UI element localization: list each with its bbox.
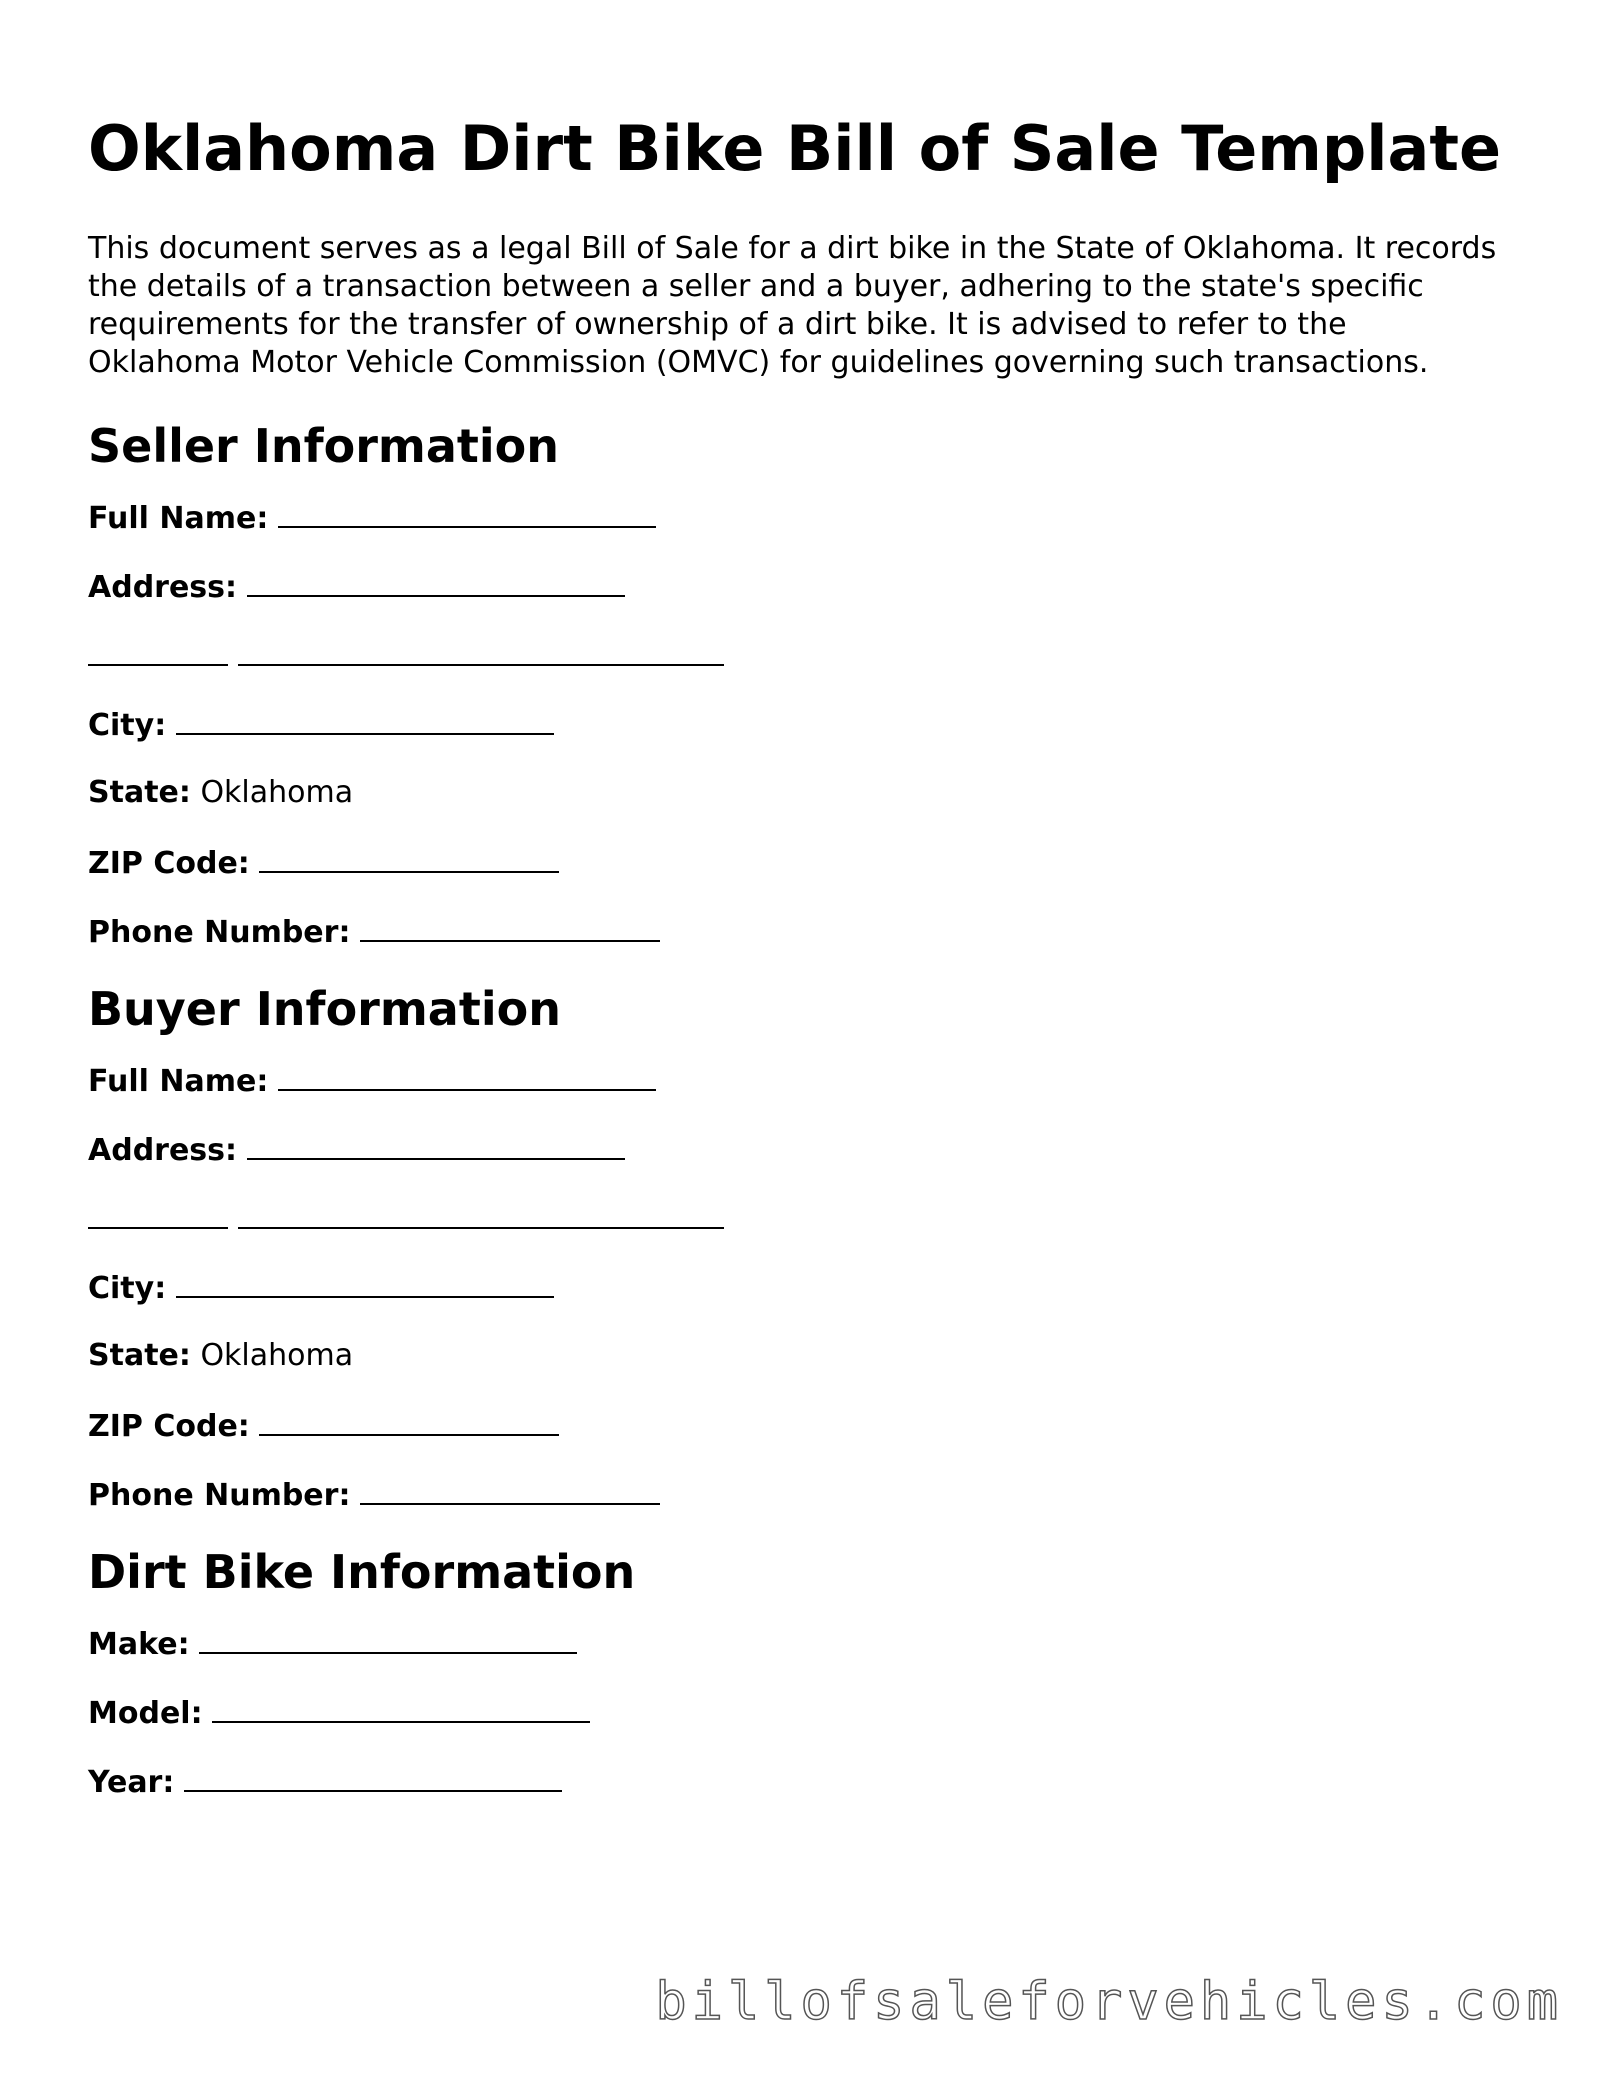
seller-address-line2-blank-a[interactable] <box>88 636 228 666</box>
intro-paragraph: This document serves as a legal Bill of Sale for a dirt bike in the State of Oklahoma. It records the details of a transaction between a seller and a buyer, adhering to the state's specific requirements for the transfer of ownership of a dirt bike. It is advised to refer to the Oklahoma Motor Vehicle Commission (OMVC) for guidelines governing such transactions. <box>88 231 1497 380</box>
buyer-phone-blank[interactable] <box>360 1475 660 1505</box>
seller-city-label: City: <box>88 708 167 743</box>
buyer-phone-label: Phone Number: <box>88 1478 351 1513</box>
buyer-full-name-label: Full Name: <box>88 1064 269 1099</box>
buyer-full-name-field <box>88 1061 1528 1099</box>
buyer-full-name-blank[interactable] <box>278 1061 656 1091</box>
seller-address-line2-field <box>88 636 1528 674</box>
seller-zip-blank[interactable] <box>259 843 559 873</box>
buyer-address-line2-blank-b[interactable] <box>238 1199 724 1229</box>
seller-zip-label: ZIP Code: <box>88 846 250 881</box>
seller-city-field <box>88 705 1528 743</box>
bike-model-label: Model: <box>88 1696 203 1731</box>
bike-make-blank[interactable] <box>199 1624 577 1654</box>
seller-zip-field <box>88 843 1528 881</box>
buyer-state-label: State: <box>88 1338 191 1373</box>
watermark: billofsaleforvehicles.com <box>655 1972 1563 2032</box>
document-page <box>88 112 1528 1831</box>
bike-make-label: Make: <box>88 1627 190 1662</box>
buyer-section <box>88 981 1528 1513</box>
bike-make-field <box>88 1624 1528 1662</box>
buyer-address-line2-blank-a[interactable] <box>88 1199 228 1229</box>
seller-phone-blank[interactable] <box>360 912 660 942</box>
bike-model-blank[interactable] <box>212 1693 590 1723</box>
buyer-city-blank[interactable] <box>176 1268 554 1298</box>
seller-phone-label: Phone Number: <box>88 915 351 950</box>
seller-address-blank[interactable] <box>247 567 625 597</box>
seller-heading: Seller Information <box>88 419 560 473</box>
seller-city-blank[interactable] <box>176 705 554 735</box>
seller-phone-field <box>88 912 1528 950</box>
buyer-state-field <box>88 1337 1528 1375</box>
bike-heading: Dirt Bike Information <box>88 1545 636 1599</box>
buyer-city-label: City: <box>88 1271 167 1306</box>
seller-full-name-field <box>88 498 1528 536</box>
seller-address-label: Address: <box>88 570 238 605</box>
seller-address-field <box>88 567 1528 605</box>
buyer-zip-label: ZIP Code: <box>88 1409 250 1444</box>
seller-full-name-blank[interactable] <box>278 498 656 528</box>
seller-state-label: State: <box>88 775 191 810</box>
buyer-address-field <box>88 1130 1528 1168</box>
bike-year-label: Year: <box>88 1765 175 1800</box>
bike-model-field <box>88 1693 1528 1731</box>
buyer-city-field <box>88 1268 1528 1306</box>
seller-state-field <box>88 774 1528 812</box>
buyer-zip-blank[interactable] <box>259 1406 559 1436</box>
seller-full-name-label: Full Name: <box>88 501 269 536</box>
buyer-zip-field <box>88 1406 1528 1444</box>
buyer-address-line2-field <box>88 1199 1528 1237</box>
bike-year-blank[interactable] <box>184 1762 562 1792</box>
buyer-address-label: Address: <box>88 1133 238 1168</box>
page-title: Oklahoma Dirt Bike Bill of Sale Template <box>88 112 1502 185</box>
bike-section <box>88 1544 1528 1800</box>
buyer-address-blank[interactable] <box>247 1130 625 1160</box>
buyer-state-value: Oklahoma <box>200 1338 354 1373</box>
bike-year-field <box>88 1762 1528 1800</box>
seller-state-value: Oklahoma <box>200 775 354 810</box>
seller-address-line2-blank-b[interactable] <box>238 636 724 666</box>
buyer-phone-field <box>88 1475 1528 1513</box>
buyer-heading: Buyer Information <box>88 982 561 1036</box>
seller-section <box>88 418 1528 950</box>
